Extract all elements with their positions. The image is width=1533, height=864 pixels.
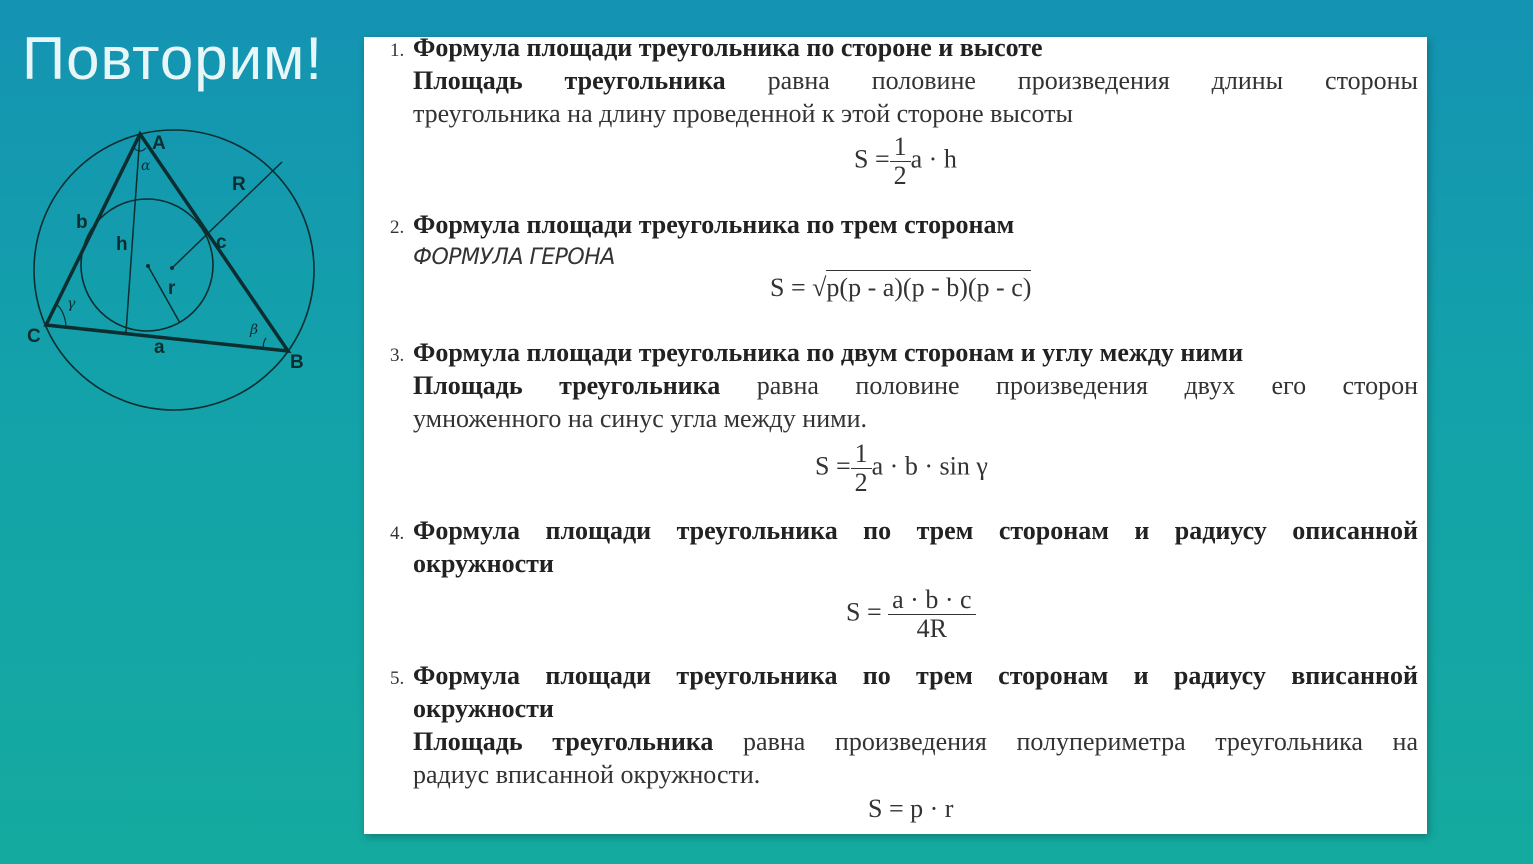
item-1-text-line1: Площадь треугольника равна половине произведения длины стороны xyxy=(413,66,1418,95)
formulas-panel xyxy=(364,33,1427,834)
slide-title: Повторим! xyxy=(22,25,324,92)
item-5-text-line1: Площадь треугольника равна произведения полупериметра треугольника на xyxy=(413,727,1418,756)
label-height-h: h xyxy=(116,234,128,255)
label-gamma: γ xyxy=(67,296,76,312)
angle-gamma-arc xyxy=(56,304,66,325)
heron-formula-subtitle: ФОРМУЛА ГЕРОНА xyxy=(413,245,615,270)
item-2-heading: Формула площади треугольника по трем сторонам xyxy=(413,210,1015,239)
label-side-c: c xyxy=(216,232,227,253)
item-1-formula: S = $\frac{1}{2}$ a · h xyxy=(854,132,957,190)
item-2-formula: S = √p(p - a)(p - b)(p - c) xyxy=(770,273,1031,303)
item-3-number: 3. xyxy=(390,345,405,366)
height-h xyxy=(126,134,140,332)
item-5-formula: S = p · r xyxy=(868,794,954,823)
item-3-formula: S = $\frac{1}{2}$ a · b · sin γ xyxy=(815,439,988,497)
label-C: C xyxy=(27,326,41,347)
label-side-a: a xyxy=(154,337,165,358)
label-radius-r: r xyxy=(168,278,176,299)
item-4-heading-line1: Формула площади треугольника по трем сторонам и радиусу описанной xyxy=(413,516,1418,545)
item-1-text-line2: треугольника на длину проведенной к этой стороне высоты xyxy=(413,99,1073,128)
label-beta: β xyxy=(250,322,259,338)
label-radius-R: R xyxy=(232,174,246,195)
label-B: B xyxy=(290,352,304,373)
item-5-heading-line2: окружности xyxy=(413,694,554,723)
item-4-heading-line2: окружности xyxy=(413,549,554,578)
item-4-formula: S = $\frac{a \cdot b \cdot c}{4R}$ xyxy=(846,586,976,643)
item-3-heading: Формула площади треугольника по двум сторонам и углу между ними xyxy=(413,338,1244,367)
item-5-number: 5. xyxy=(390,668,405,689)
item-2-number: 2. xyxy=(390,217,405,238)
label-side-b: b xyxy=(76,212,88,233)
radius-R xyxy=(172,162,282,268)
label-alpha: α xyxy=(141,158,151,174)
item-1-number: 1. xyxy=(390,40,405,61)
triangle-diagram xyxy=(22,120,352,420)
item-5-text-line2: радиус вписанной окружности. xyxy=(413,760,761,789)
item-3-text-line1: Площадь треугольника равна половине произведения двух его сторон xyxy=(413,371,1418,400)
triangle xyxy=(46,134,288,351)
angle-beta-arc xyxy=(263,338,266,348)
item-3-text-line2: умноженного на синус угла между ними. xyxy=(413,404,867,433)
angle-alpha-arc xyxy=(134,148,146,151)
item-1-heading: Формула площади треугольника по стороне и высоте xyxy=(413,33,1043,62)
item-4-number: 4. xyxy=(390,523,405,544)
item-5-heading-line1: Формула площади треугольника по трем сторонам и радиусу вписанной xyxy=(413,661,1418,690)
label-A: A xyxy=(152,133,166,154)
